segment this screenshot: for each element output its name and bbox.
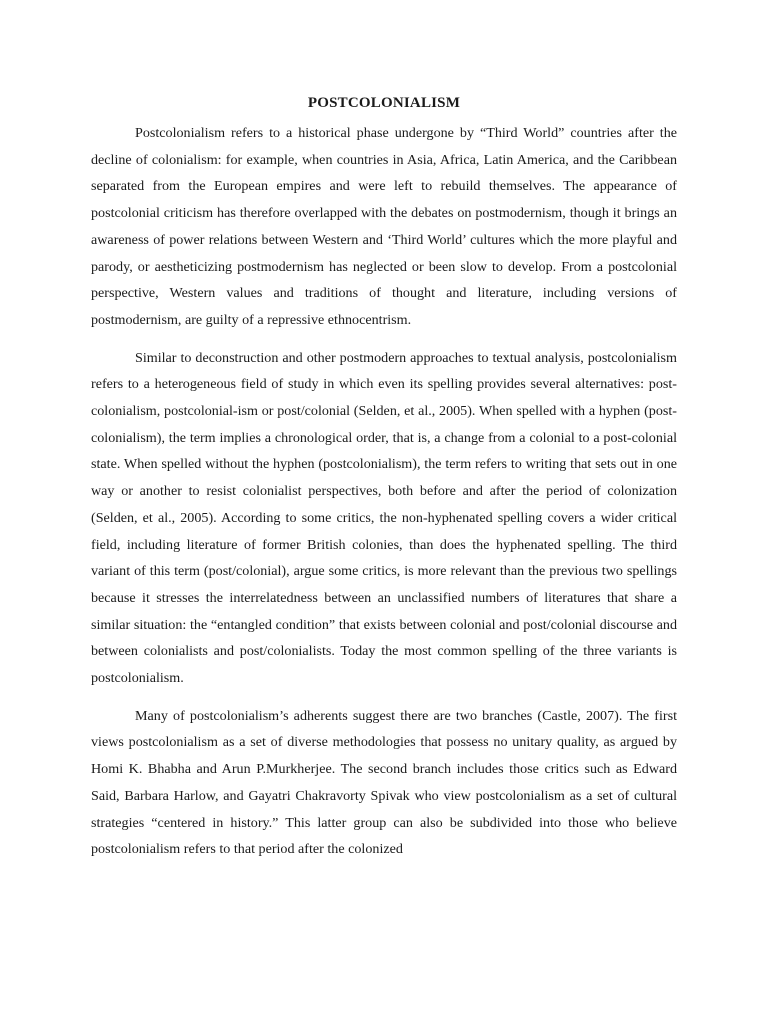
paragraph-1: Postcolonialism refers to a historical phase undergone by “Third World” countries after the decline of colonialism: for example, when countries in Asia, Africa, Latin America, and the Caribbean separated from the European empires and were left to rebuild themselves. The appearance of postcolonial criticism has therefore overlapped with the debates on postmodernism, though it brings an awareness of power relations between Western and ‘Third World’ cultures which the more playful and parody, or aestheticizing postmodernism has neglected or been slow to develop. From a postcolonial perspective, Western values and traditions of thought and literature, including versions of postmodernism, are guilty of a repressive ethnocentrism. [91,125,677,328]
paragraph-3: Many of postcolonialism’s adherents suggest there are two branches (Castle, 2007). The first views postcolonialism as a set of diverse methodologies that possess no unitary quality, as argued by Homi K. Bhabha and Arun P.Murkherjee. The second branch includes those critics such as Edward Said, Barbara Harlow, and Gayatri Chakravorty Spivak who view postcolonialism as a set of cultural strategies “centered in history.” This latter group can also be subdivided into those who believe postcolonialism refers to that period after the colonized [91,707,677,858]
document-page [91,92,677,863]
paragraph-2: Similar to deconstruction and other postmodern approaches to textual analysis, postcolonialism refers to a heterogeneous field of study in which even its spelling provides several alternatives: post-colonialism, postcolonial-ism or post/colonial (Selden, et al., 2005). When spelled with a hyphen (post-colonialism), the term implies a chronological order, that is, a change from a colonial to a post-colonial state. When spelled without the hyphen (postcolonialism), the term refers to writing that sets out in one way or another to resist colonialist perspectives, both before and after the period of colonization (Selden, et al., 2005). According to some critics, the non-hyphenated spelling covers a wider critical field, including literature of former British colonies, than does the hyphenated spelling. The third variant of this term (post/colonial), argue some critics, is more relevant than the previous two spellings because it stresses the interrelatedness between an unclassified numbers of literatures that share a similar situation: the “entangled condition” that exists between colonial and post/colonial discourse and between colonialists and post/colonialists. Today the most common spelling of the three variants is postcolonialism. [91,349,677,687]
document-title: POSTCOLONIALISM [307,95,461,111]
